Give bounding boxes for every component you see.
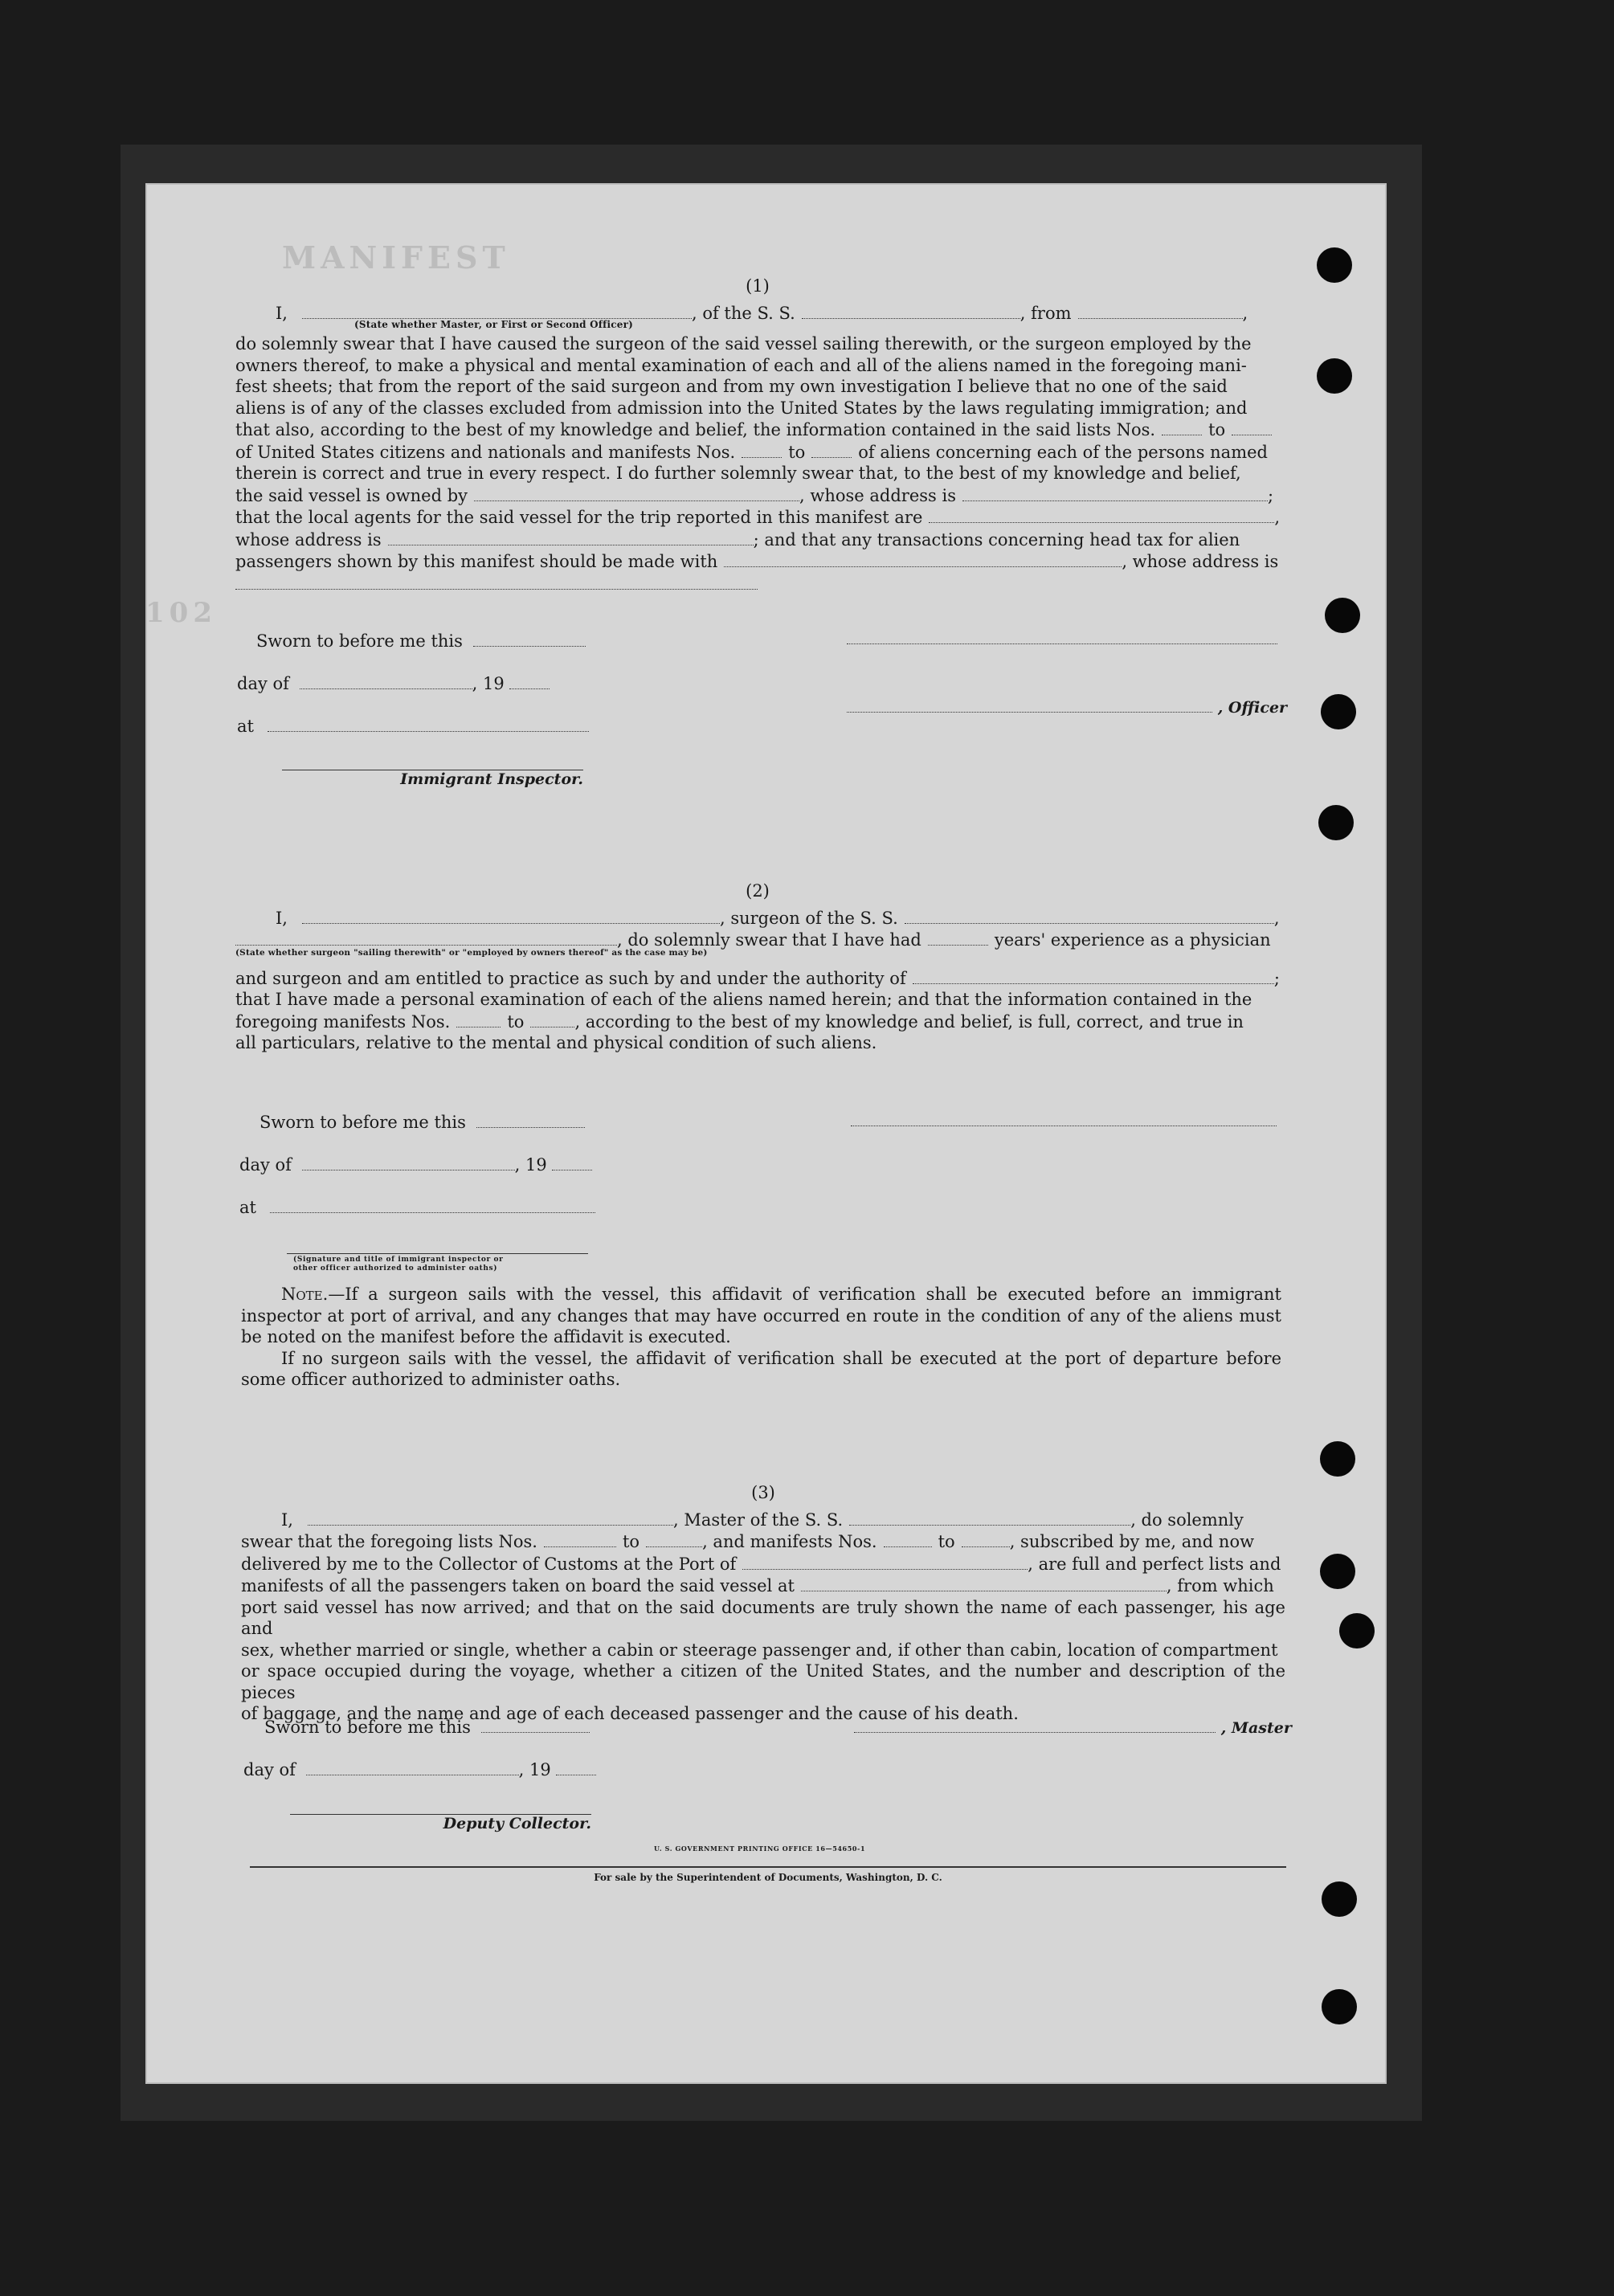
note: Note.—If a surgeon sails with the vessel, this affidavit of verification shall be executed before an immigrant inspector at port of arrival, and any changes that may have occurred en route in the condition of any of the aliens must be noted on the manifest before the affidavit is executed. If no surgeon sails with the vessel, the affidavit of verification shall be executed at the port of departure before some officer authorized to administer oaths.: [241, 1285, 1281, 1389]
lists-from-field[interactable]: [544, 1530, 616, 1547]
surgeon-vessel-field[interactable]: [905, 907, 1274, 924]
bleed-through-number: 102: [145, 597, 217, 629]
section-number: (3): [751, 1483, 775, 1502]
manifests-from-field[interactable]: [884, 1530, 932, 1547]
lists-to-field[interactable]: [1232, 419, 1272, 435]
lists-from-field[interactable]: [1162, 419, 1202, 435]
punch-hole: [1317, 358, 1352, 394]
year-field[interactable]: [509, 672, 550, 689]
authority-field[interactable]: [913, 967, 1274, 984]
manifest-from-field[interactable]: [742, 441, 782, 458]
punch-hole: [1318, 805, 1354, 840]
punch-hole: [1320, 1554, 1355, 1589]
years-experience-field[interactable]: [928, 929, 988, 946]
owner-field[interactable]: [474, 484, 799, 501]
signature-line[interactable]: [287, 1253, 588, 1254]
manifest-affidavit-page: [145, 183, 1387, 2084]
master-vessel-field[interactable]: [849, 1509, 1130, 1526]
inspector-signature: Immigrant Inspector.: [282, 770, 583, 788]
punch-hole: [1325, 598, 1360, 633]
master-name-field[interactable]: [308, 1509, 673, 1526]
at-line: at: [237, 715, 589, 736]
officer-name-field[interactable]: [302, 302, 692, 319]
vessel-name-field[interactable]: [802, 302, 1020, 319]
punch-hole: [1321, 694, 1356, 729]
footer-rule: [250, 1866, 1286, 1868]
day-of-field[interactable]: [300, 672, 472, 689]
head-tax-contact-field[interactable]: [724, 550, 1122, 567]
at-line: at: [239, 1196, 595, 1217]
surgeon-name-field[interactable]: [302, 907, 720, 924]
agents-address-field[interactable]: [388, 529, 754, 545]
year-field[interactable]: [552, 1154, 592, 1170]
officer-signature-line[interactable]: [847, 643, 1277, 644]
deputy-collector-signature: Deputy Collector.: [290, 1814, 591, 1832]
manifest-to-field[interactable]: [811, 441, 852, 458]
sworn-line: Sworn to before me this: [264, 1716, 590, 1737]
punch-hole: [1339, 1613, 1375, 1648]
section-2-surgeon-affidavit: (2) I, , surgeon of the S. S. , , do solemnly swear that I have had years' experience as a physician (State whether surgeon "sailing therewith" or "employed by owners thereof" as the case may be) and surgeon and am entitled to practice as such by and under the authority of ; that I have made a personal examination of each of the aliens named herein; and that the information contained in the foregoing manifests Nos. to , according to the best of my knowledge and belief, is full, correct, and true in all particulars, relative to the mental and physical condition of such aliens.: [235, 881, 1280, 1052]
day-of-line: day of , 19: [239, 1154, 592, 1175]
section-number: (1): [746, 276, 770, 296]
section-1-master-affidavit: [235, 276, 1280, 590]
officer-signature-field[interactable]: [847, 696, 1212, 713]
place-field[interactable]: [268, 715, 589, 732]
sworn-line: Sworn to before me this: [259, 1111, 585, 1132]
local-agents-field[interactable]: [929, 506, 1274, 523]
surgeon-manifest-from-field[interactable]: [456, 1011, 501, 1027]
inspector-signature: (Signature and title of immigrant inspector or other officer authorized to administer oaths): [287, 1253, 588, 1273]
collector-port-field[interactable]: [742, 1553, 1028, 1570]
surgeon-manifest-to-field[interactable]: [530, 1011, 574, 1027]
officer-rank-note: (State whether Master, or First or Second Officer): [354, 319, 633, 330]
punch-hole: [1322, 1881, 1357, 1917]
day-of-field[interactable]: [306, 1759, 519, 1775]
punch-hole: [1317, 247, 1352, 283]
section-3-master-oath: (3) I, , Master of the S. S. , do solemnly swear that the foregoing lists Nos. to , and manifests Nos. to , subscribed by me, and now delivered by me to the Collector of Customs at the Port of , are full and perfect lists and manifests of all the passengers taken on board the said vessel at , from which port said vessel has now arrived; and that on the said documents are truly shown the name of each passenger, his age and sex, whether married or single, whether a cabin or steerage passenger and, if other than cabin, location of compartment or space occupied during the voyage, whether a citizen of the United States, and the number and description of the pieces of baggage, and the name and age of each deceased passenger and the cause of his death.: [241, 1483, 1285, 1723]
master-signature-line: , Master: [854, 1716, 1292, 1737]
from-port-field[interactable]: [1078, 302, 1243, 319]
day-of-line: day of , 19: [243, 1759, 596, 1779]
surgeon-status-field[interactable]: [235, 929, 617, 946]
year-field[interactable]: [556, 1759, 596, 1775]
bleed-through-mark: MANIFEST: [282, 239, 510, 276]
officer-line: , Officer: [847, 696, 1287, 717]
manifests-to-field[interactable]: [962, 1530, 1010, 1547]
sworn-line: Sworn to before me this: [256, 630, 586, 651]
place-field[interactable]: [270, 1196, 595, 1213]
sworn-date-field[interactable]: [476, 1111, 585, 1128]
day-of-line: day of , 19: [237, 672, 550, 693]
punch-hole: [1320, 1441, 1355, 1477]
printing-office-imprint: U. S. GOVERNMENT PRINTING OFFICE 16—54650-1: [654, 1845, 866, 1853]
head-tax-address-field[interactable]: [235, 573, 758, 590]
section-number: (2): [746, 881, 770, 901]
owner-address-field[interactable]: [962, 484, 1268, 501]
oath-body: do solemnly swear that I have caused the surgeon of the said vessel sailing therewith, or the surgeon employed by the owners thereof, to make a physical and mental examination of each and all of the aliens named in the foregoing mani- fest sheets; that from the report of the said surgeon and from my own investigation I believe that no one of the said aliens is of any of the classes excluded from admission into the United States by the laws regulating immigration; and that also, according to the best of my knowledge and belief, the information contained in the said lists Nos. to of United States citizens and nationals and manifests Nos. to of aliens concerning each of the persons named therein is correct and true in every respect. I do further solemnly swear that, to the best of my knowledge and belief, the said vessel is owned by , whose address is ; that the local agents for the said vessel for the trip reported in this manifest are , whose address is ; and that any transactions concerning head tax for alien passengers shown by this manifest should be made with , whose address is: [235, 333, 1280, 590]
sworn-date-field[interactable]: [481, 1716, 590, 1733]
master-signature-field[interactable]: [854, 1716, 1216, 1733]
day-of-field[interactable]: [302, 1154, 515, 1170]
master-declaration-line: I, , of the S. S. , from ,: [276, 303, 1248, 323]
lists-to-field[interactable]: [646, 1530, 702, 1547]
punch-hole: [1322, 1989, 1357, 2024]
surgeon-status-note: (State whether surgeon "sailing therewith" or "employed by owners thereof" as the case may be): [235, 947, 708, 958]
sworn-date-field[interactable]: [473, 630, 586, 647]
for-sale-notice: For sale by the Superintendent of Documents, Washington, D. C.: [594, 1872, 942, 1883]
embark-port-field[interactable]: [801, 1575, 1167, 1591]
